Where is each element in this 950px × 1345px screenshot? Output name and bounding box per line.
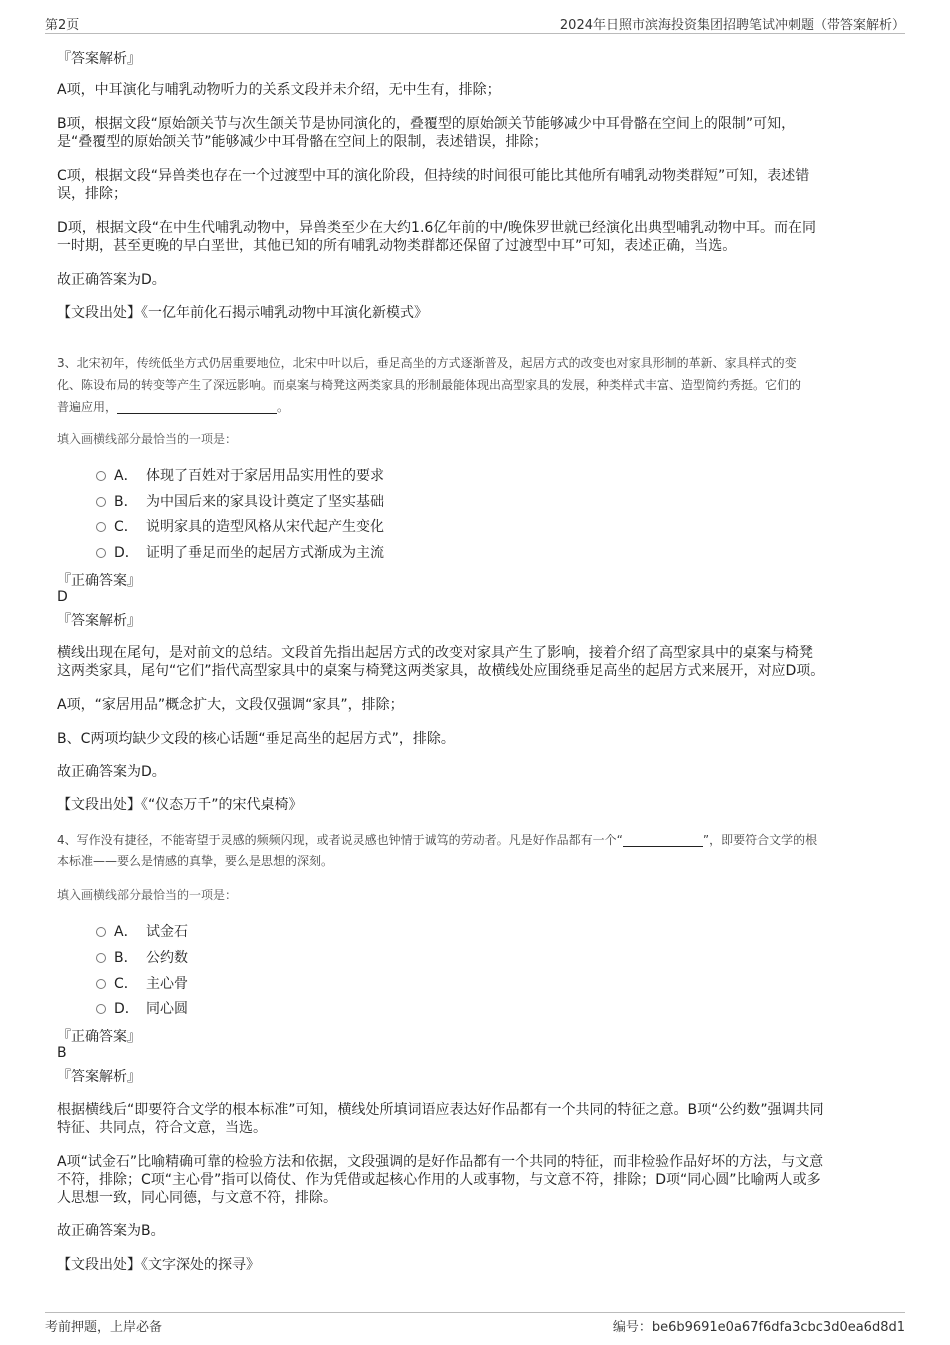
footer-slogan: 考前押题，上岸必备 <box>45 1320 163 1335</box>
radio-icon[interactable] <box>96 927 106 937</box>
page-footer <box>45 1312 905 1336</box>
page-number: 第2页 <box>45 18 80 33</box>
q4-option-c[interactable]: C． 主心骨 <box>96 973 188 993</box>
q4-option-d[interactable]: D． 同心圆 <box>96 998 188 1018</box>
q4-stem-line1-text: 4、写作没有捷径，不能寄望于灵感的频频闪现，或者说灵感也钟情于诚笃的劳动者。凡是好作品都有一个“ <box>57 833 623 847</box>
q2-analysis-d-line2: 一时期，甚至更晚的早白垩世，其他已知的所有哺乳动物类群都还保留了过渡型中耳”可知，表述正确，当选。 <box>57 238 737 254</box>
q4-explanation-line5: 人思想一致，同心同德，与文意不符，排除。 <box>57 1190 337 1206</box>
q3-stem-line3 <box>57 396 289 418</box>
q4-source: 【文段出处】《文字深处的探寻》 <box>57 1257 260 1273</box>
q4-prompt: 填入画横线部分最恰当的一项是： <box>57 888 238 902</box>
q3-prompt: 填入画横线部分最恰当的一项是： <box>57 432 238 446</box>
q3-analysis-a: A项，“家居用品”概念扩大，文段仅强调“家具”，排除； <box>57 697 404 713</box>
q4-explanation-line3: A项“试金石”比喻精确可靠的检验方法和依据，文段强调的是好作品都有一个共同的特征，而非检验作品好坏的方法，与文意 <box>57 1154 824 1170</box>
q3-stem-line2: 化、陈设布局的转变等产生了深远影响。而桌案与椅凳这两类家具的形制最能体现出高型家具的发展，种类样式丰富、造型简约秀挺。它们的 <box>57 378 802 392</box>
q2-conclusion: 故正确答案为D。 <box>57 272 166 288</box>
q4-correct-label: 『正确答案』 <box>57 1029 141 1045</box>
radio-icon[interactable] <box>96 953 106 963</box>
radio-icon[interactable] <box>96 1004 106 1014</box>
q4-stem-line1 <box>57 829 817 851</box>
q4-option-b[interactable]: B． 公约数 <box>96 947 188 967</box>
q2-analysis-c-line1: C项，根据文段“异兽类也存在一个过渡型中耳的演化阶段，但持续的时间很可能比其他所有哺乳动物类群短”可知，表述错 <box>57 168 810 184</box>
q3-analysis-bc: B、C两项均缺少文段的核心话题“垂足高坐的起居方式”，排除。 <box>57 731 455 747</box>
document-title: 2024年日照市滨海投资集团招聘笔试冲刺题（带答案解析） <box>559 18 905 33</box>
q4-correct-answer: B <box>57 1045 67 1061</box>
q3-conclusion: 故正确答案为D。 <box>57 764 166 780</box>
radio-icon[interactable] <box>96 522 106 532</box>
q4-stem-line2: 本标准——要么是情感的真挚，要么是思想的深刻。 <box>57 854 334 868</box>
q4-explanation-line1: 根据横线后“即要符合文学的根本标准”可知，横线处所填词语应表达好作品都有一个共同的特征之意。B项“公约数”强调共同 <box>57 1102 824 1118</box>
q2-analysis-b-line2: 是“叠覆型的原始颌关节”能够减少中耳骨骼在空间上的限制，表述错误，排除； <box>57 134 548 150</box>
q3-option-c[interactable]: C． 说明家具的造型风格从宋代起产生变化 <box>96 516 384 536</box>
q2-analysis-b-line1: B项，根据文段“原始颌关节与次生颌关节是协同演化的，叠覆型的原始颌关节能够减少中耳骨骼在空间上的限制”可知， <box>57 116 796 132</box>
q4-option-a[interactable]: A． 试金石 <box>96 921 188 941</box>
q2-analysis-d-line1: D项，根据文段“在中生代哺乳动物中，异兽类至少在大约1.6亿年前的中/晚侏罗世就已经演化出典型哺乳动物中耳。而在同 <box>57 220 817 236</box>
q4-explanation-line4: 不符，排除；C项“主心骨”指可以倚仗、作为凭借或起核心作用的人或事物，与文意不符，排除；D项“同心圆”比喻两人或多 <box>57 1172 821 1188</box>
q4-analysis-label: 『答案解析』 <box>57 1069 141 1085</box>
q3-stem-line3-text: 普遍应用， <box>57 400 118 414</box>
radio-icon[interactable] <box>96 979 106 989</box>
q2-analysis-c-line2: 误，排除； <box>57 186 127 202</box>
q3-explanation-line2: 这两类家具，尾句“它们”指代高型家具中的桌案与椅凳这两类家具，故横线处应围绕垂足高坐的起居方式来展开，对应D项。 <box>57 663 825 679</box>
radio-icon[interactable] <box>96 471 106 481</box>
q3-source: 【文段出处】《“仪态万千”的宋代桌椅》 <box>57 797 303 813</box>
q3-option-a[interactable]: A． 体现了百姓对于家居用品实用性的要求 <box>96 465 384 485</box>
q2-source: 【文段出处】《一亿年前化石揭示哺乳动物中耳演化新模式》 <box>57 305 428 321</box>
radio-icon[interactable] <box>96 548 106 558</box>
q4-stem-line1-end: ”，即要符合文学的根 <box>702 833 818 847</box>
page-header <box>45 14 905 34</box>
document-code-value: be6b9691e0a67f6dfa3cbc3d0ea6d8d1 <box>651 1320 905 1335</box>
q3-analysis-label: 『答案解析』 <box>57 613 141 629</box>
q4-explanation-line2: 特征、共同点，符合文意，当选。 <box>57 1120 267 1136</box>
q3-explanation-line1: 横线出现在尾句，是对前文的总结。文段首先指出起居方式的改变对家具产生了影响，接着介绍了高型家具中的桌案与椅凳 <box>57 645 813 661</box>
document-code <box>613 1316 905 1335</box>
q3-stem-line3-end: 。 <box>277 400 290 414</box>
radio-icon[interactable] <box>96 497 106 507</box>
q2-analysis-a: A项，中耳演化与哺乳动物听力的关系文段并未介绍，无中生有，排除； <box>57 82 501 98</box>
q3-correct-answer: D <box>57 589 68 605</box>
q3-option-b[interactable]: B． 为中国后来的家具设计奠定了坚实基础 <box>96 491 384 511</box>
document-code-label: 编号： <box>612 1320 652 1335</box>
q3-correct-label: 『正确答案』 <box>57 573 141 589</box>
q4-conclusion: 故正确答案为B。 <box>57 1223 165 1239</box>
q4-blank <box>623 833 703 847</box>
q3-stem-line1: 3、北宋初年，传统低坐方式仍居重要地位，北宋中叶以后，垂足高坐的方式逐渐普及，起居方式的改变也对家具形制的革新、家具样式的变 <box>57 356 797 370</box>
q3-blank <box>117 400 277 414</box>
q3-option-d[interactable]: D． 证明了垂足而坐的起居方式渐成为主流 <box>96 542 384 562</box>
q2-analysis-label: 『答案解析』 <box>57 51 141 67</box>
